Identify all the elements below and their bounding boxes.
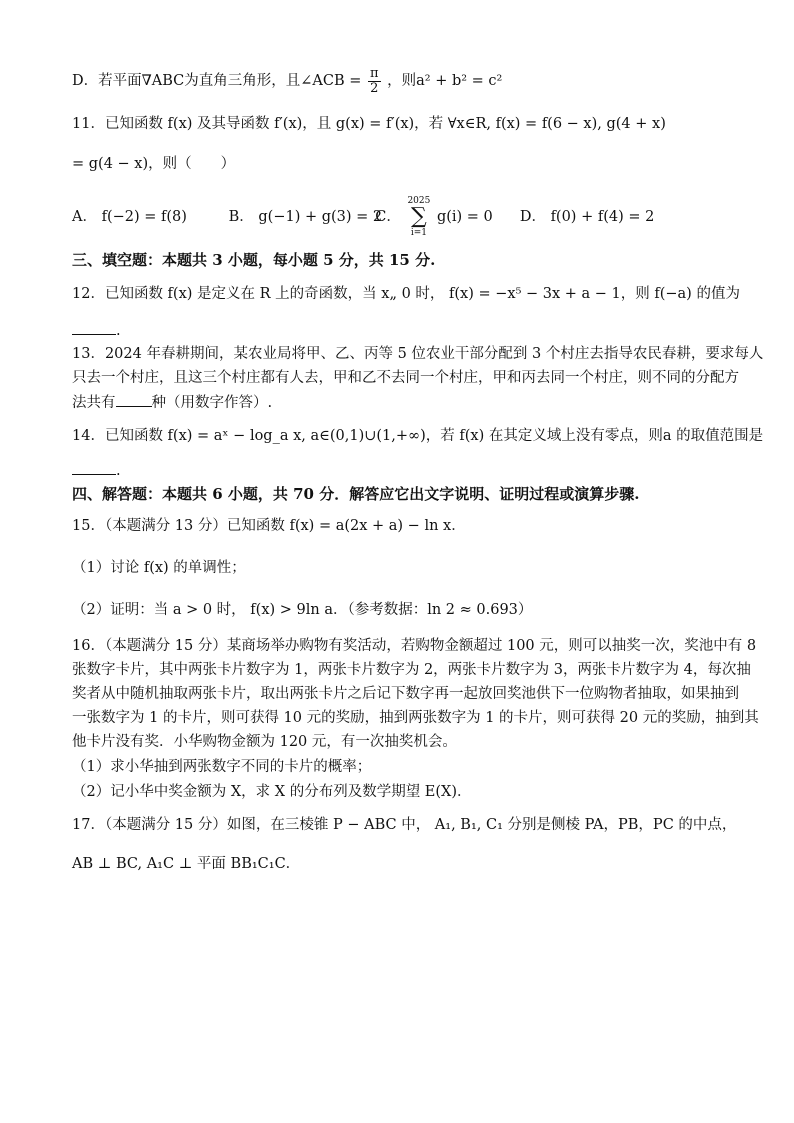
q11-stem-line1: 11．已知函数 f(x) 及其导函数 f′(x)，且 g(x) = f′(x)，若 ∀x∈R, f(x) = f(6 − x), g(4 + x)	[72, 116, 666, 132]
q10-option-d	[72, 66, 502, 96]
q16-part2: （2）记小华中奖金额为 X，求 X 的分布列及数学期望 E(X)．	[72, 784, 472, 800]
q12-answer-line	[72, 320, 121, 341]
answer-blank	[72, 460, 116, 475]
q16-line2: 张数字卡片，其中两张卡片数字为 1，两张卡片数字为 2，两张卡片数字为 3，两张卡片数字为 4，每次抽	[72, 662, 751, 678]
q16-line5: 他卡片没有奖．小华购物金额为 120 元，有一次抽奖机会。	[72, 734, 457, 750]
q11-option-c-prefix: C．	[375, 209, 401, 225]
pi-over-2-fraction	[368, 67, 381, 96]
q16-line3: 奖者从中随机抽取两张卡片，取出两张卡片之后记下数字再一起放回奖池供下一位购物者抽取，如果抽到	[72, 686, 739, 702]
q15-part2: （2）证明：当 a > 0 时， f(x) > 9ln a．（参考数据：ln 2 ≈ 0.693）	[72, 602, 533, 618]
q11-option-c-tail: g(i) = 0	[436, 209, 493, 225]
q14-period: .	[116, 463, 121, 479]
q14-answer-line	[72, 460, 121, 481]
q13-line3-a: 法共有	[72, 395, 116, 411]
q16-line1: 16．（本题满分 15 分）某商场举办购物有奖活动，若购物金额超过 100 元，则可以抽奖一次，奖池中有 8	[72, 638, 757, 654]
q11-stem-line2: = g(4 − x)，则（ ）	[72, 156, 236, 172]
fraction-denominator: 2	[370, 80, 379, 96]
summation-lower-limit: i=1	[410, 228, 427, 238]
answer-blank	[116, 392, 152, 407]
q16-part1: （1）求小华抽到两张数字不同的卡片的概率；	[72, 759, 372, 775]
q11-option-a: A． f(−2) = f(8)	[72, 209, 187, 225]
q12-line1: 12．已知函数 f(x) 是定义在 R 上的奇函数，当 x„ 0 时， f(x) = −x⁵ − 3x + a − 1，则 f(−a) 的值为	[72, 286, 740, 302]
q13-line2: 只去一个村庄，且这三个村庄都有人去，甲和乙不去同一个村庄，甲和丙去同一个村庄，则不同的分配方	[72, 370, 739, 386]
q17-line2: AB ⊥ BC, A₁C ⊥ 平面 BB₁C₁C．	[72, 856, 301, 872]
answer-blank	[72, 320, 116, 335]
q13-line1: 13．2024 年春耕期间，某农业局将甲、乙、丙等 5 位农业干部分配到 3 个村庄去指导农民春耕，要求每人	[72, 346, 764, 362]
q12-period: .	[116, 323, 121, 339]
q11-options	[72, 196, 654, 238]
summation-upper-limit: 2025	[407, 196, 431, 206]
section-4-heading: 四、解答题：本题共 6 小题，共 70 分．解答应它出文字说明、证明过程或演算步骤.	[72, 485, 640, 503]
q13-line3	[72, 392, 272, 413]
sigma-glyph: ∑	[411, 204, 427, 229]
q11-option-c	[375, 196, 515, 238]
q15-stem: 15．（本题满分 13 分）已知函数 f(x) = a(2x + a) − ln x．	[72, 518, 466, 534]
q11-option-d: D． f(0) + f(4) = 2	[519, 209, 655, 225]
q13-line3-b: 种（用数字作答）.	[151, 395, 273, 411]
q15-part1: （1）讨论 f(x) 的单调性；	[72, 560, 246, 576]
q17-line1: 17．（本题满分 15 分）如图，在三棱锥 P − ABC 中， A₁, B₁, C₁ 分别是侧棱 PA，PB，PC 的中点，	[72, 817, 737, 833]
q14-line1: 14．已知函数 f(x) = aˣ − log_a x, a∈(0,1)∪(1,+∞)，若 f(x) 在其定义域上没有零点，则a 的取值范围是	[72, 428, 764, 444]
q10-option-d-tail: ，则a² + b² = c²	[387, 73, 503, 89]
section-3-heading: 三、填空题：本题共 3 小题，每小题 5 分，共 15 分.	[72, 251, 436, 269]
q10-option-d-text: D．若平面∇ABC为直角三角形，且∠ACB =	[72, 73, 362, 89]
q11-option-b: B． g(−1) + g(3) = 2	[228, 209, 383, 225]
fraction-numerator: π	[369, 65, 379, 81]
q16-line4: 一张数字为 1 的卡片，则可获得 10 元的奖励，抽到两张数字为 1 的卡片，则可获得 20 元的奖励，抽到其	[72, 710, 759, 726]
summation-symbol	[407, 196, 430, 238]
